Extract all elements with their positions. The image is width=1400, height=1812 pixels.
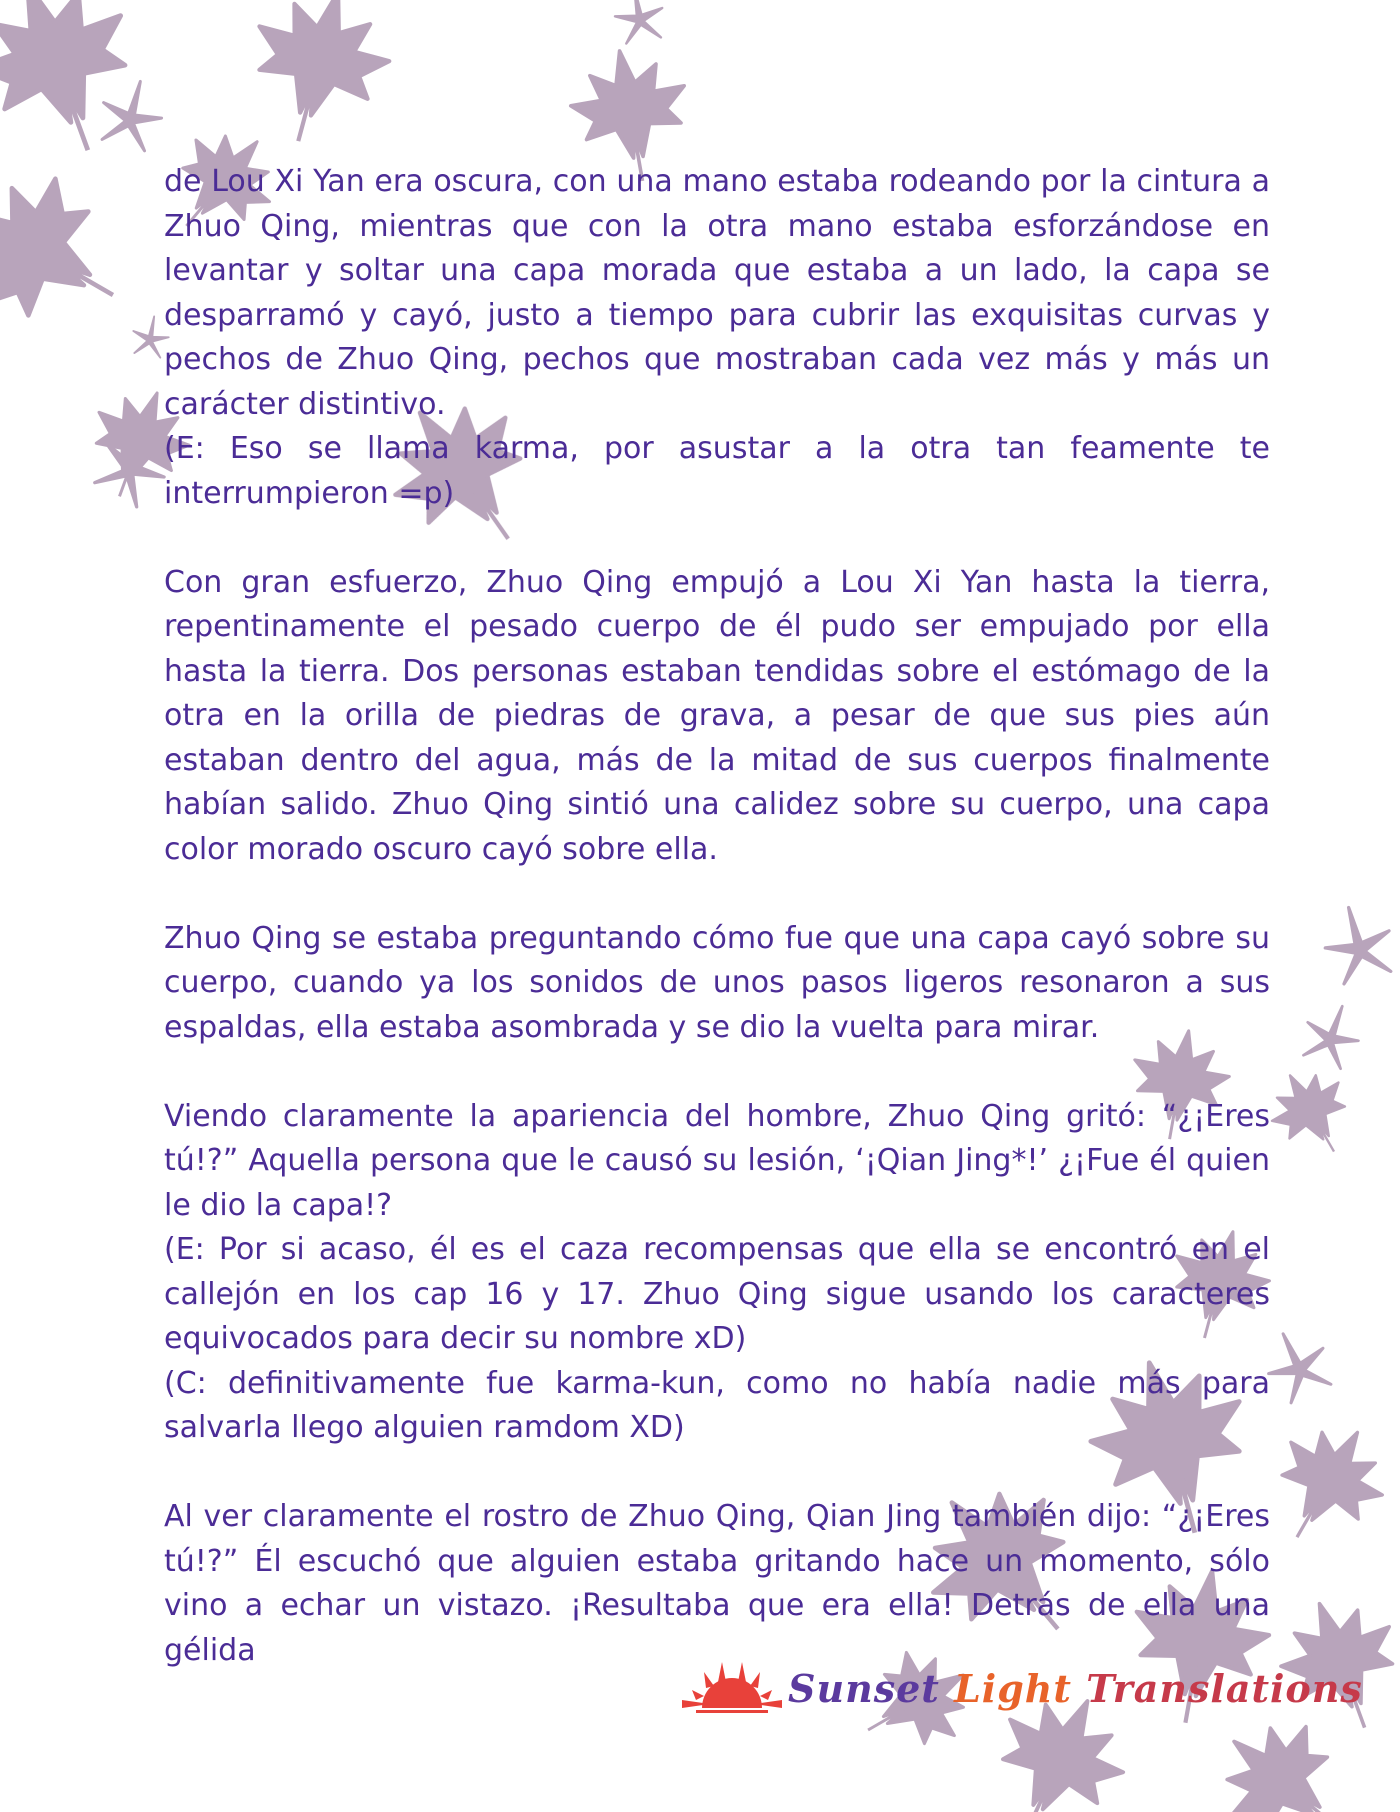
- paragraph: [164, 160, 1270, 516]
- paragraph-line: de Lou Xi Yan era oscura, con una mano estaba rodeando por la cintura a Zhuo Qing, mientras que con la otra mano estaba esforzándose en levantar y soltar una capa morada que estaba a un lado, la capa se desparramó y cayó, justo a tiempo para cubrir las exquisitas curvas y pechos de Zhuo Qing, pechos que mostraban cada vez más y más un carácter distintivo.: [164, 164, 1270, 422]
- maple-leaf-icon: [1317, 899, 1400, 986]
- paragraph-line: Al ver claramente el rostro de Zhuo Qing, Qian Jing también dijo: “¿¡Eres tú!?” Él escuchó que alguien estaba gritando hace un momento, sólo vino a echar un vistazo. ¡Resultaba que era ella! Detrás de ella una gélida: [164, 1499, 1270, 1668]
- logo-text: [788, 1666, 1363, 1711]
- paragraph-line: Zhuo Qing se estaba preguntando cómo fue que una capa cayó sobre su cuerpo, cuando ya los sonidos de unos pasos ligeros resonaron a sus espaldas, ella estaba asombrada y se dio la vuelta para mirar.: [164, 920, 1270, 1045]
- paragraph-line: Viendo claramente la apariencia del hombre, Zhuo Qing gritó: “¿¡Eres tú!?” Aquella persona que le causó su lesión, ‘¡Qian Jing*!’ ¿¡Fue él quien le dio la capa!?: [164, 1098, 1270, 1223]
- sunset-sun-icon: [682, 1660, 782, 1716]
- maple-leaf-icon: [1297, 997, 1368, 1071]
- logo-word-sunset: Sunset: [788, 1665, 940, 1711]
- editor-note: (E: Eso se llama karma, por asustar a la otra tan feamente te interrumpieron =p): [164, 431, 1270, 511]
- editor-note: (C: definitivamente fue karma-kun, como no había nadie más para salvarla llego alguien ramdom XD): [164, 1365, 1270, 1445]
- paragraph: [164, 1095, 1270, 1451]
- logo-word-light: Light: [954, 1665, 1072, 1711]
- translator-logo: [682, 1660, 1363, 1716]
- logo-word-translations: Translations: [1086, 1665, 1363, 1711]
- paragraph: [164, 1495, 1270, 1673]
- maple-leaf-icon: [0, 150, 149, 357]
- maple-leaf-icon: [94, 74, 169, 153]
- paragraph-line: Con gran esfuerzo, Zhuo Qing empujó a Lou Xi Yan hasta la tierra, repentinamente el pesado cuerpo de él pudo ser empujado por ella hasta la tierra. Dos personas estaban tendidas sobre el estómago de la otra en la orilla de piedras de grava, a pesar de que sus pies aún estaban dentro del agua, más de la mitad de sus cuerpos finalmente habían salido. Zhuo Qing sintió una calidez sobre su cuerpo, una capa color morado oscuro cayó sobre ella.: [164, 564, 1270, 867]
- maple-leaf-icon: [0, 0, 160, 176]
- document-body: [164, 160, 1270, 1673]
- paragraph: [164, 561, 1270, 873]
- maple-leaf-icon: [611, 0, 667, 45]
- maple-leaf-icon: [1251, 1406, 1400, 1564]
- maple-leaf-icon: [1257, 1056, 1368, 1171]
- editor-note: (E: Por si acaso, él es el caza recompensas que ella se encontró en el callejón en los cap 16 y 17. Zhuo Qing sigue usando los caracteres equivocados para decir su nombre xD): [164, 1232, 1270, 1356]
- paragraph: [164, 917, 1270, 1051]
- maple-leaf-icon: [233, 0, 403, 159]
